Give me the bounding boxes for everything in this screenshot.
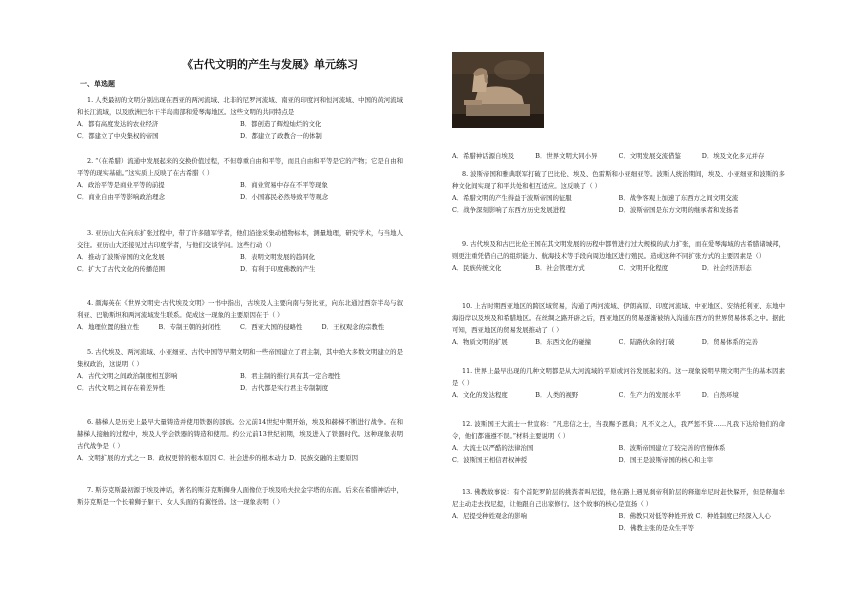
question-stem: 9. 古代埃及和古巴比伦王国在其文明发展的历程中都曾进行过大规模的武力扩张，而在爱琴海域的古希腊诸城邦，则更注重凭借自己的组织能力、航海技术等手段向周边地区进行殖民。造成这种不同扩张方式的主要因素是（） [452, 240, 785, 260]
question-6 [77, 416, 403, 464]
question-5 [77, 346, 403, 394]
option-d: D．自然环境 [701, 391, 739, 399]
option-a: A．物质文明的扩展 [452, 338, 508, 346]
option-c: C．文明发展交流借鉴 [618, 152, 681, 160]
option-b: B．社会管理方式 [535, 264, 585, 272]
question-4 [77, 297, 403, 333]
question-13 [452, 486, 785, 534]
option-b: B．世界文明大同小异 [535, 152, 598, 160]
option-c: C．都建立了中央集权的帝国 [77, 132, 159, 140]
question-stem: 5. 古代埃及、两河流域、小亚细亚、古代中国等早期文明和一些帝国建立了君主制，其中绝大多数文明建立的是集权政治，这说明（ ） [77, 348, 403, 368]
option-d: D．小国寡民必然导致平等观念 [240, 193, 329, 201]
question-8 [452, 168, 785, 216]
question-2 [77, 155, 403, 203]
option-c: C．扩大了古代文化的传播范围 [77, 265, 165, 273]
option-a: A．都有高度发达的农业经济 [77, 120, 159, 128]
question-stem: 3. 亚历山大在向东扩张过程中，带了许多随军学者，他们沿途采集动植物标本，测量地理，研究学术，与当地人交往。亚历山大还接见过古印度学者，与他们交谈学问。这些行动（） [77, 229, 403, 249]
option-d: D．都建立了政教合一的体制 [240, 132, 322, 140]
question-stem: 12. 波斯国王大流士一世宣称：“凡忠信之士，当我赐予恩典；凡不义之人，我严惩不贷……凡我下达给他们的命令，他们都谨遵不误。”材料主要说明（ ） [452, 420, 785, 440]
question-stem: 10. 上古时期西亚地区的跨区域贸易，沟通了两河流域、伊朗高原、印度河流域、中亚地区、安纳托利亚、东地中海沿岸以及埃及和希腊地区。在丝绸之路开辟之后，西亚地区的贸易逐渐被纳入沟通东西方的世界贸易体系之中。据此可知，西亚地区的贸易发展推动了（ ） [452, 302, 785, 334]
option-b: B．波斯帝国建立了较完善的官僚体系 [618, 444, 726, 452]
question-11 [452, 365, 785, 401]
question-7-options [452, 150, 785, 162]
question-3 [77, 227, 403, 275]
option-b: B．战争客观上加速了东西方之间文明交流 [618, 194, 739, 202]
option-d: D．王权观念的宗教性 [321, 323, 385, 331]
option-b: B．表明文明发展的趋同化 [240, 253, 315, 261]
option-c: C．波斯国王相信君权神授 [452, 456, 528, 464]
question-stem: 8. 波斯帝国和雅典联军打破了巴比伦、埃及、色雷斯和小亚细亚等。波斯人统治期间，埃及、小亚细亚和波斯的多种文化间实现了和平共处和相互适应。这反映了（ ） [452, 170, 785, 190]
option-c: C．西亚大国的侵略性 [240, 323, 303, 331]
option-d: D．有利于印度佛教的产生 [240, 265, 316, 273]
option-a: A．推动了波斯帝国的文化发展 [77, 253, 165, 261]
option-d: D．佛教主张的是众生平等 [618, 524, 694, 532]
option-c: C．文明开化程度 [618, 264, 669, 272]
option-a: A．希腊神话源自埃及 [452, 152, 515, 160]
option-d: D．埃及文化多元并存 [701, 152, 765, 160]
question-stem: 7. 斯芬克斯最初源于埃及神话，著名的斯芬克斯狮身人面像位于埃及哈夫拉金字塔的东面。后来在希腊神话中，斯芬克斯是一个长着狮子躯干、女人头面的有翼怪兽。这一现象表明（ ） [77, 486, 403, 506]
option-a: A．政治平等是商业平等的前提 [77, 181, 165, 189]
option-a: A．古代文明之间政治制度相互影响 [77, 372, 178, 380]
option-b: B．商业贸易中存在不平等现象 [240, 181, 328, 189]
option-c: C．古代文明之间存在着差异性 [77, 384, 165, 392]
option-b: B．专制王朝的封闭性 [158, 323, 221, 331]
option-a: A．希腊文明的产生得益于波斯帝国的征服 [452, 194, 572, 202]
option-a: A．大流士以严酷的法律治国 [452, 444, 534, 452]
option-c: C．战争深刻影响了东西方历史发展进程 [452, 206, 566, 214]
option-bc: B．佛教只对低等种姓开放 C．种姓制度已经深入人心 [618, 512, 771, 520]
option-a: A．地理位置的独立性 [77, 323, 140, 331]
question-stem: 13. 佛教故事说：有个首陀罗阶层的挑粪者叫尼提，他在路上遇见刹帝利阶层的释迦牟尼时赶快躲开，但是释迦牟尼主动走去找尼提，让他跟自己出家修行。这个故事的核心是宣扬（ ） [452, 488, 785, 508]
question-7 [77, 484, 403, 508]
page-title: 《古代文明的产生与发展》单元练习 [182, 58, 358, 71]
option-d: D．波斯帝国是东方文明的继承者和发扬者 [618, 206, 739, 214]
option-c: C．商业自由平等影响政治理念 [77, 193, 165, 201]
option-a: A．文化的发达程度 [452, 391, 508, 399]
option-d: D．贸易体系的完善 [701, 338, 758, 346]
option-a: A．尼提受种姓观念的影响 [452, 512, 527, 520]
option-d: D．社会经济形态 [701, 264, 752, 272]
option-a: A．民族传统文化 [452, 264, 502, 272]
section-heading: 一、单选题 [80, 79, 115, 88]
question-stem: 2. “（在希腊）流通中发展起来的交换价值过程，不但尊重自由和平等，而且自由和平等是它的产物；它是自由和平等的现实基础。”这实质上反映了在古希腊（ ） [77, 157, 403, 177]
option-b: B．人类的视野 [535, 391, 579, 399]
option-d: D．国王是波斯帝国的核心和主宰 [618, 456, 714, 464]
question-9 [452, 238, 785, 274]
question-1 [77, 94, 403, 142]
option-b: B．都创造了辉煌灿烂的文化 [240, 120, 322, 128]
question-stem: 1. 人类最初的文明分别出现在西亚的两河流域、北非的尼罗河流域、南亚的印度河和恒河流域、中国的黄河流域和长江流域，以及欧洲巴尔干半岛南部和爱琴海地区。这些文明的共同特点是 [77, 96, 403, 116]
option-b: B．东西文化的碰撞 [535, 338, 592, 346]
question-stem: 6. 赫梯人是历史上最早大量铸造并使用铁器的部族。公元前14世纪中期开始，埃及和赫梯不断进行战争。在和赫梯人接触的过程中，埃及人学会铁器的铸造和使用。约公元前13世纪初期，埃及进入了铁器时代。这种现象表明古代战争是（ ） [77, 418, 403, 450]
question-stem: 11. 世界上最早出现的几种文明都是从大河流域的平原或河谷发展起来的。这一现象说明早期文明产生的基本因素是（ ） [452, 367, 785, 387]
option-b: B．君主制的推行具有其一定合理性 [240, 372, 341, 380]
question-12 [452, 418, 785, 466]
option-c: C．生产力的发展水平 [618, 391, 681, 399]
sphinx-statue-photo [452, 52, 544, 128]
question-stem: 4. 颜海英在《世界文明史·古代埃及文明》一书中指出，古埃及人主要向南与努比亚，向东北通过西奈半岛与叙利亚、巴勒斯坦和两河流域发生联系。促成这一现象的主要原因在于（ ） [77, 299, 403, 319]
option-c: C．陆路伙余的打破 [618, 338, 675, 346]
option-d: D．古代都是实行君主专制制度 [240, 384, 329, 392]
question-10 [452, 300, 785, 348]
option-row: A．文明扩展的方式之一 B．政权更替的根本原因 C．社会进步的根本动力 D．民族交融的主要原因 [77, 454, 359, 462]
